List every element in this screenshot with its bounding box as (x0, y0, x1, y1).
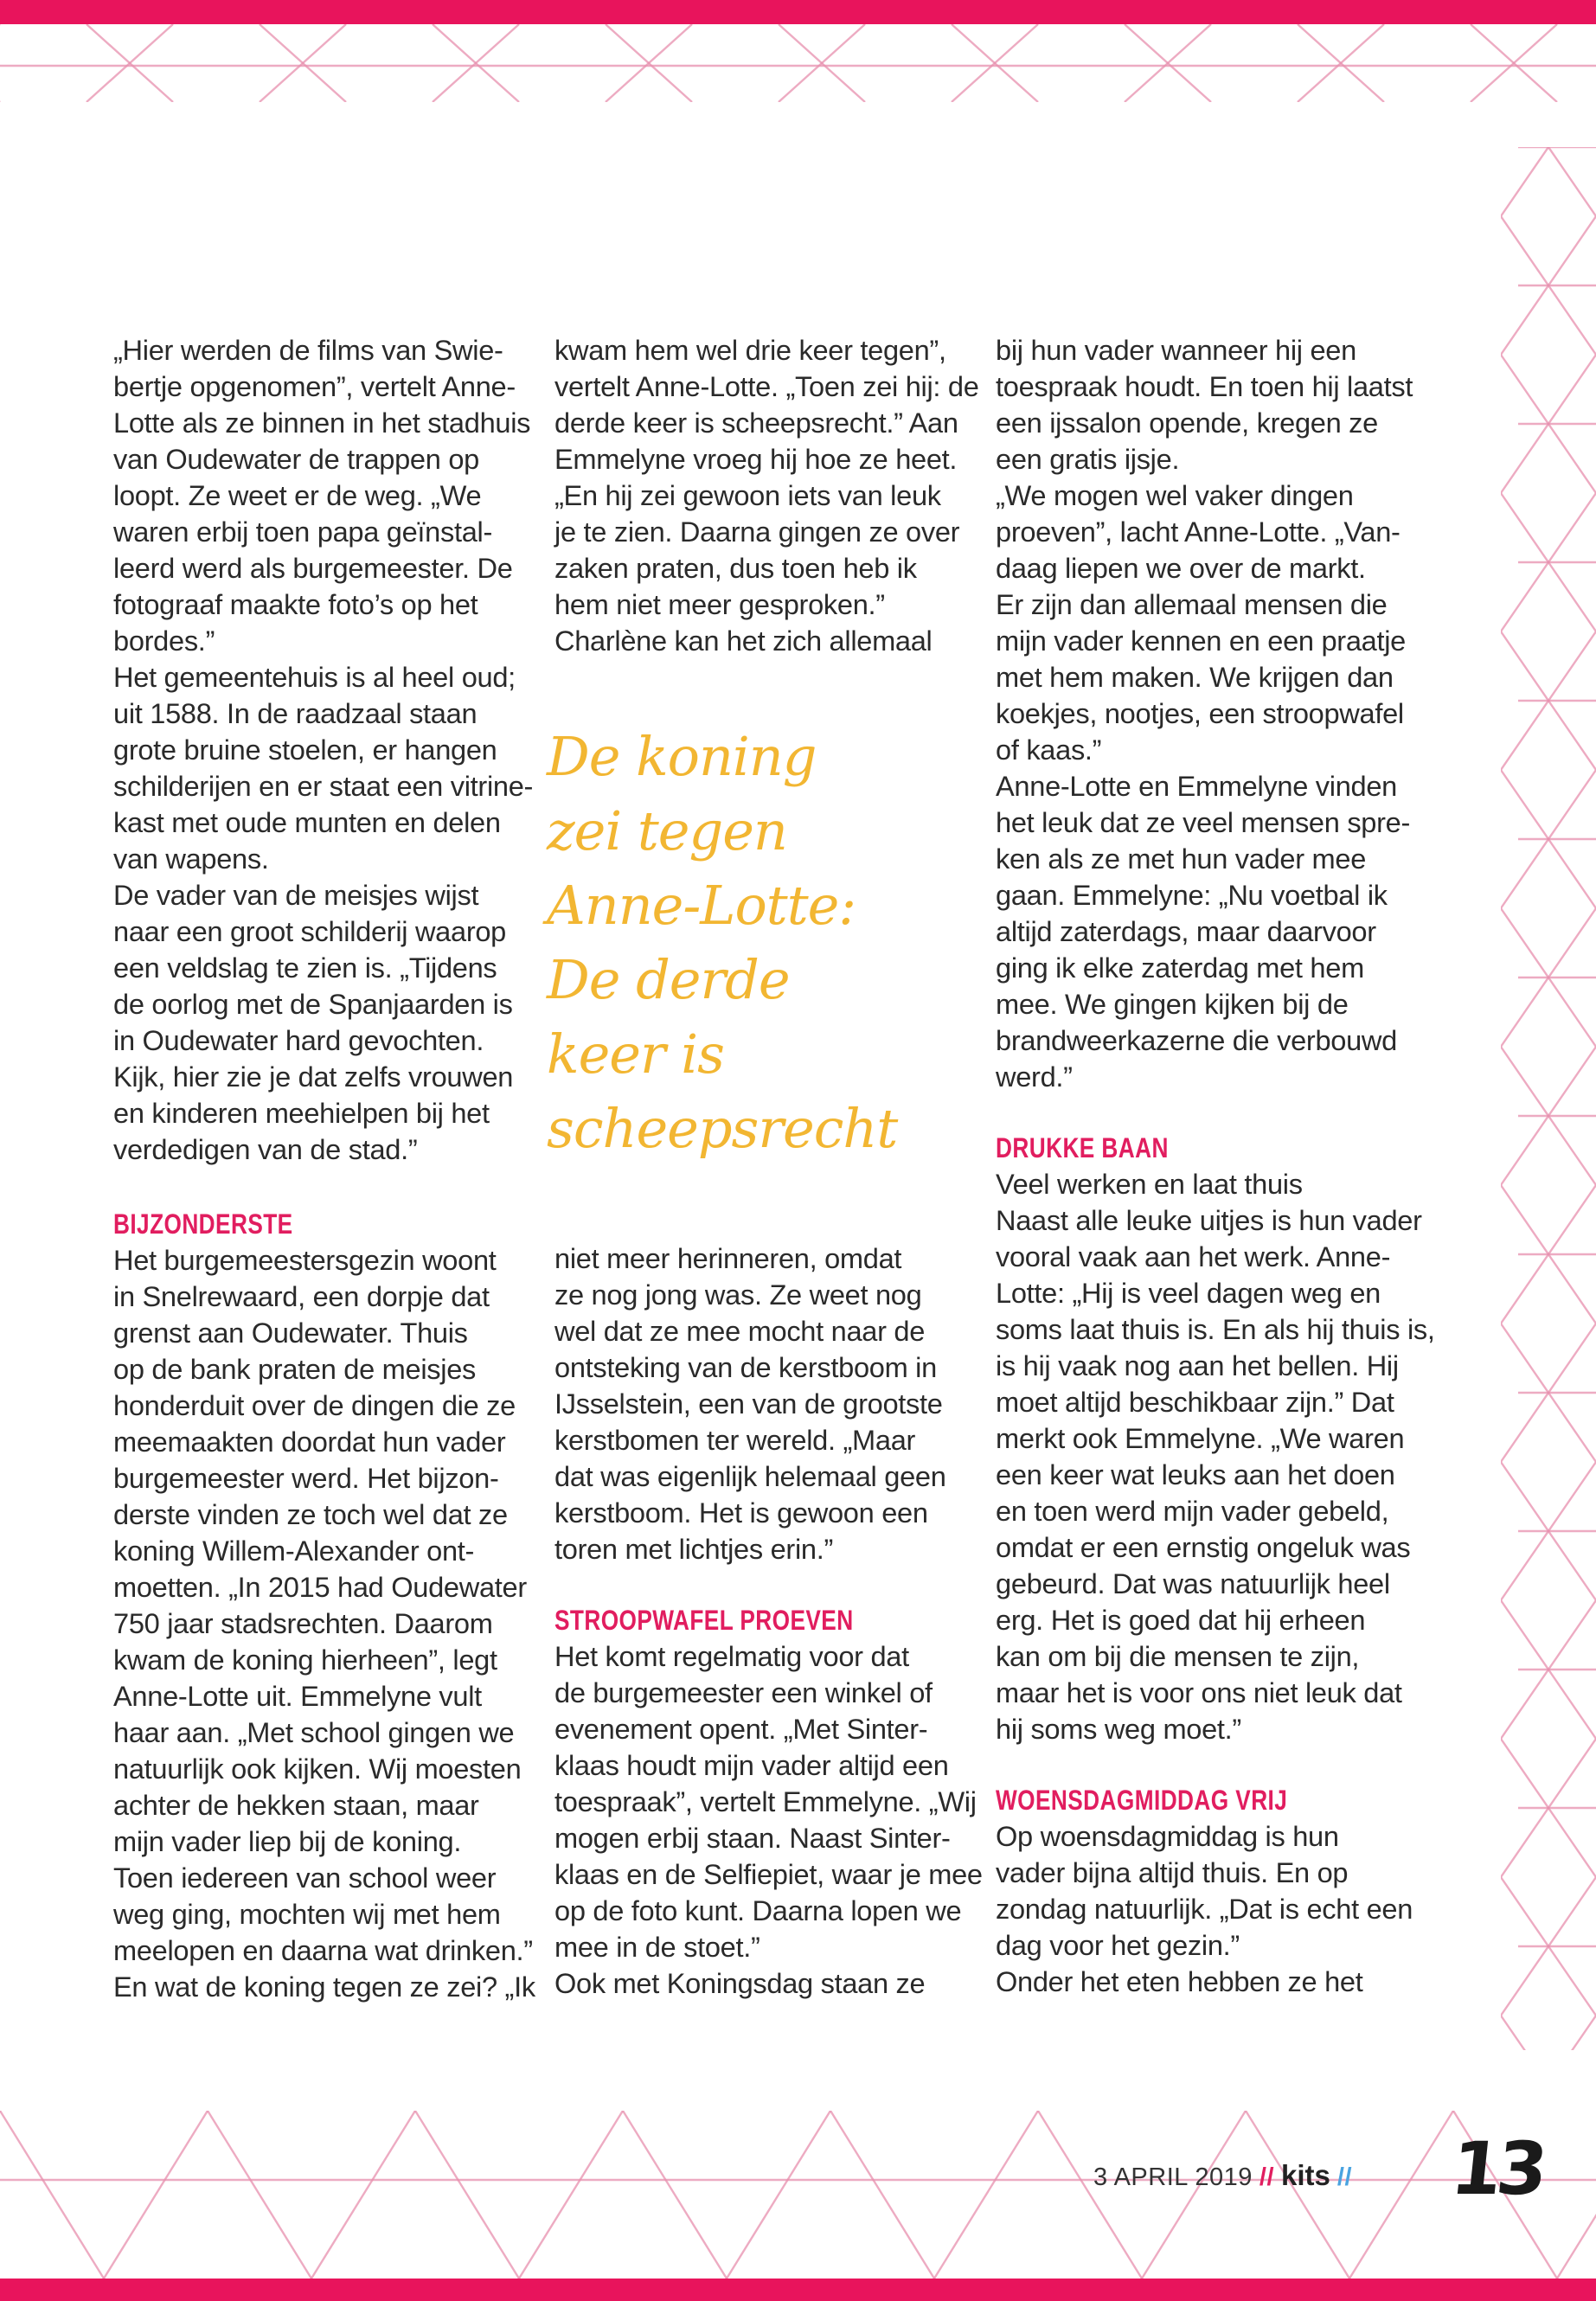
text-line: ontsteking van de kerstboom in (554, 1351, 937, 1383)
text-line: Lotte: „Hij is veel dagen weg en (996, 1277, 1381, 1309)
text-line: soms laat thuis is. En als hij thuis is, (996, 1313, 1435, 1345)
text-line: in Snelrewaard, een dorpje dat (113, 1280, 490, 1312)
text-line: 750 jaar stadsrechten. Daarom (113, 1607, 493, 1639)
text-line: een keer wat leuks aan het doen (996, 1458, 1395, 1490)
text-line: proeven”, lacht Anne-Lotte. „Van- (996, 516, 1401, 548)
brand-name: kits (1281, 2159, 1330, 2191)
text-line: bertje opgenomen”, vertelt Anne- (113, 370, 516, 402)
text-line: je te zien. Daarna gingen ze over (554, 516, 960, 548)
text-line: bij hun vader wanneer hij een (996, 334, 1356, 366)
text-line: Veel werken en laat thuis (996, 1168, 1303, 1200)
col2-top-paragraph (554, 332, 979, 659)
text-line: op de foto kunt. Daarna lopen we (554, 1894, 962, 1926)
text-line: honderduit over de dingen die ze (113, 1389, 516, 1421)
text-line: De derde (547, 948, 790, 1011)
text-line: Het komt regelmatig voor dat (554, 1640, 909, 1672)
text-line: de oorlog met de Spanjaarden is (113, 988, 513, 1020)
text-line: Anne-Lotte uit. Emmelyne vult (113, 1680, 482, 1712)
text-line: van Oudewater de trappen op (113, 443, 479, 475)
text-line: verdedigen van de stad.” (113, 1133, 418, 1165)
text-line: Het gemeentehuis is al heel oud; (113, 661, 516, 693)
text-line: Charlène kan het zich allemaal (554, 625, 933, 657)
text-line: De koning (547, 725, 817, 788)
text-line: meemaakten doordat hun vader (113, 1426, 506, 1458)
text-line: of kaas.” (996, 734, 1102, 766)
text-line: toespraak”, vertelt Emmelyne. „Wij (554, 1785, 977, 1817)
text-line: meelopen en daarna wat drinken.” (113, 1934, 533, 1966)
text-line: in Oudewater hard gevochten. (113, 1024, 484, 1056)
text-line: kwam hem wel drie keer tegen”, (554, 334, 946, 366)
text-line: merkt ook Emmelyne. „We waren (996, 1422, 1405, 1454)
footer-issue-line (1093, 2159, 1352, 2192)
bijzonderste-paragraph (113, 1242, 535, 2005)
text-line: brandweerkazerne die verbouwd (996, 1024, 1397, 1056)
text-line: werd.” (996, 1061, 1073, 1093)
text-line: mogen erbij staan. Naast Sinter- (554, 1822, 951, 1854)
intro-paragraph (113, 332, 534, 1168)
text-line: zondag natuurlijk. „Dat is echt een (996, 1893, 1413, 1925)
text-line: Onder het eten hebben ze het (996, 1965, 1363, 1997)
text-line: vader bijna altijd thuis. En op (996, 1856, 1349, 1888)
col3-top-paragraph (996, 332, 1413, 1095)
text-line: is hij vaak nog aan het bellen. Hij (996, 1349, 1399, 1381)
text-line: bordes.” (113, 625, 215, 657)
separator-blue: // (1336, 2163, 1353, 2191)
text-line: uit 1588. In de raadzaal staan (113, 697, 478, 729)
text-line: Op woensdagmiddag is hun (996, 1820, 1339, 1852)
text-line: derste vinden ze toch wel dat ze (113, 1498, 508, 1530)
text-line: weg ging, mochten wij met hem (113, 1898, 501, 1930)
col2-mid-paragraph (554, 1240, 961, 1567)
text-line: met hem maken. We krijgen dan (996, 661, 1394, 693)
text-line: „En hij zei gewoon iets van leuk (554, 479, 941, 511)
text-line: gebeurd. Dat was natuurlijk heel (996, 1567, 1390, 1599)
text-line: zei tegen (547, 799, 787, 862)
text-line: IJsselstein, een van de grootste (554, 1388, 943, 1420)
text-line: Toen iedereen van school weer (113, 1862, 497, 1894)
text-line: hij soms weg moet.” (996, 1713, 1241, 1745)
text-line: leerd werd als burgemeester. De (113, 552, 513, 584)
text-line: schilderijen en er staat een vitrine- (113, 770, 534, 802)
drukke-baan-paragraph (996, 1166, 1435, 1747)
text-line: „Hier werden de films van Swie- (113, 334, 503, 366)
text-line: hem niet meer gesproken.” (554, 588, 885, 620)
text-line: vooral vaak aan het werk. Anne- (996, 1240, 1391, 1272)
text-line: mijn vader kennen en een praatje (996, 625, 1406, 657)
text-line: gaan. Emmelyne: „Nu voetbal ik (996, 879, 1388, 911)
article-column-1 (113, 332, 535, 2005)
article-column-2-lower (554, 1240, 983, 2002)
text-line: waren erbij toen papa geïnstal- (113, 516, 493, 548)
text-line: ging ik elke zaterdag met hem (996, 952, 1364, 984)
heading-bijzonderste: BIJZONDERSTE (113, 1208, 293, 1240)
text-line: klaas en de Selfiepiet, waar je mee (554, 1858, 983, 1890)
text-line: ze nog jong was. Ze weet nog (554, 1279, 922, 1311)
text-line: grote bruine stoelen, er hangen (113, 734, 497, 766)
text-line: maar het is voor ons niet leuk dat (996, 1676, 1402, 1708)
text-line: een veldslag te zien is. „Tijdens (113, 952, 497, 984)
text-line: moet altijd beschikbaar zijn.” Dat (996, 1386, 1394, 1418)
text-line: vertelt Anne-Lotte. „Toen zei hij: de (554, 370, 979, 402)
woensdag-paragraph (996, 1818, 1413, 2000)
text-line: niet meer herinneren, omdat (554, 1242, 902, 1274)
page-number: 13 (1446, 2126, 1548, 2211)
bottom-triangle-pattern (0, 2111, 1596, 2279)
text-line: En wat de koning tegen ze zei? „Ik (113, 1971, 535, 2003)
text-line: de burgemeester een winkel of (554, 1676, 933, 1708)
text-line: toren met lichtjes erin.” (554, 1533, 834, 1565)
text-line: een gratis ijsje. (996, 443, 1180, 475)
issue-date: 3 APRIL 2019 (1093, 2163, 1253, 2191)
text-line: zaken praten, dus toen heb ik (554, 552, 917, 584)
text-line: naar een groot schilderij waarop (113, 915, 507, 947)
text-line: het leuk dat ze veel mensen spre- (996, 806, 1411, 838)
right-triangle-pattern (1501, 147, 1596, 2050)
text-line: kast met oude munten en delen (113, 806, 501, 838)
text-line: daag liepen we over de markt. (996, 552, 1366, 584)
text-line: dat was eigenlijk helemaal geen (554, 1460, 946, 1492)
text-line: koekjes, nootjes, een stroopwafel (996, 697, 1404, 729)
text-line: erg. Het is goed dat hij erheen (996, 1604, 1366, 1636)
text-line: kan om bij die mensen te zijn, (996, 1640, 1360, 1672)
text-line: Anne-Lotte: (547, 874, 856, 937)
text-line: burgemeester werd. Het bijzon- (113, 1462, 499, 1494)
text-line: ken als ze met hun vader mee (996, 843, 1367, 875)
text-line: dag voor het gezin.” (996, 1929, 1240, 1961)
text-line: „We mogen wel vaker dingen (996, 479, 1354, 511)
top-pink-band (0, 0, 1596, 24)
pull-quote (547, 720, 945, 1166)
text-line: grenst aan Oudewater. Thuis (113, 1317, 468, 1349)
text-line: Het burgemeestersgezin woont (113, 1244, 497, 1276)
separator: // (1259, 2163, 1275, 2191)
text-line: wel dat ze mee mocht naar de (554, 1315, 926, 1347)
text-line: scheepsrecht (547, 1097, 898, 1160)
top-triangle-pattern (0, 24, 1596, 102)
text-line: omdat er een ernstig ongeluk was (996, 1531, 1411, 1563)
text-line: De vader van de meisjes wijst (113, 879, 479, 911)
stroopwafel-paragraph (554, 1638, 983, 2002)
text-line: toespraak houdt. En toen hij laatst (996, 370, 1413, 402)
text-line: Naast alle leuke uitjes is hun vader (996, 1204, 1422, 1236)
text-line: evenement opent. „Met Sinter- (554, 1713, 928, 1745)
text-line: fotograaf maakte foto’s op het (113, 588, 478, 620)
text-line: een ijssalon opende, kregen ze (996, 407, 1378, 439)
text-line: klaas houdt mijn vader altijd een (554, 1749, 949, 1781)
text-line: Anne-Lotte en Emmelyne vinden (996, 770, 1397, 802)
text-line: kerstbomen ter wereld. „Maar (554, 1424, 916, 1456)
text-line: Lotte als ze binnen in het stadhuis (113, 407, 531, 439)
text-line: mee. We gingen kijken bij de (996, 988, 1349, 1020)
text-line: Kijk, hier zie je dat zelfs vrouwen (113, 1061, 514, 1093)
text-line: van wapens. (113, 843, 269, 875)
heading-stroopwafel-proeven: STROOPWAFEL PROEVEN (554, 1605, 854, 1636)
text-line: loopt. Ze weet er de weg. „We (113, 479, 482, 511)
text-line: Emmelyne vroeg hij hoe ze heet. (554, 443, 958, 475)
text-line: kwam de koning hierheen”, legt (113, 1644, 497, 1676)
text-line: en kinderen meehielpen bij het (113, 1097, 490, 1129)
text-line: altijd zaterdags, maar daarvoor (996, 915, 1376, 947)
text-line: op de bank praten de meisjes (113, 1353, 477, 1385)
text-line: moetten. „In 2015 had Oudewater (113, 1571, 527, 1603)
text-line: mee in de stoet.” (554, 1931, 760, 1963)
text-line: mijn vader liep bij de koning. (113, 1825, 462, 1857)
text-line: derde keer is scheepsrecht.” Aan (554, 407, 958, 439)
text-line: kerstboom. Het is gewoon een (554, 1497, 928, 1529)
text-line: haar aan. „Met school gingen we (113, 1716, 515, 1748)
heading-woensdagmiddag-vrij: WOENSDAGMIDDAG VRIJ (996, 1785, 1288, 1816)
text-line: en toen werd mijn vader gebeld, (996, 1495, 1389, 1527)
article-column-2 (554, 332, 979, 659)
bottom-pink-band (0, 2279, 1596, 2301)
text-line: natuurlijk ook kijken. Wij moesten (113, 1753, 522, 1785)
heading-drukke-baan: DRUKKE BAAN (996, 1132, 1169, 1163)
text-line: keer is (547, 1022, 724, 1086)
article-column-3 (996, 332, 1435, 2000)
text-line: koning Willem-Alexander ont- (113, 1535, 475, 1567)
text-line: Er zijn dan allemaal mensen die (996, 588, 1388, 620)
text-line: Ook met Koningsdag staan ze (554, 1967, 926, 1999)
text-line: achter de hekken staan, maar (113, 1789, 479, 1821)
